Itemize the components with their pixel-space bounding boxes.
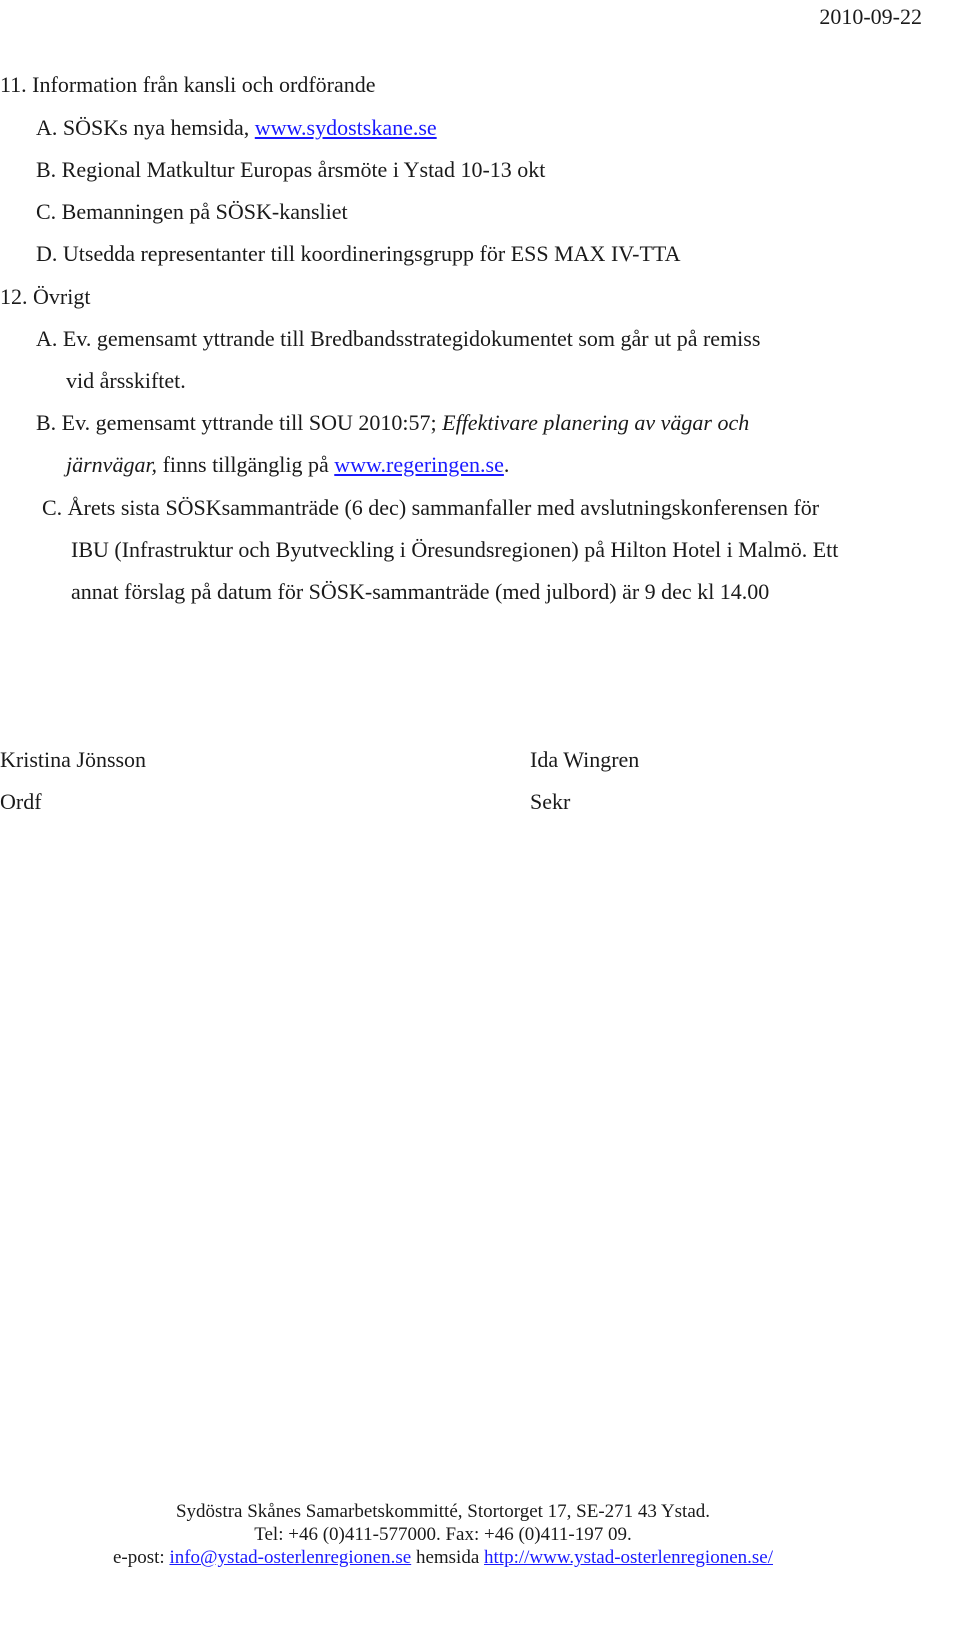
sydostskane-link[interactable]: www.sydostskane.se <box>254 115 437 140</box>
footer-email-link[interactable]: info@ystad-osterlenregionen.se <box>169 1547 412 1568</box>
section-12-item-b-text: B. Ev. gemensamt yttrande till SOU 2010:57; <box>36 410 443 435</box>
section-11-item-a-text: A. SÖSKs nya hemsida, <box>36 115 255 140</box>
footer-contact <box>0 1548 886 1567</box>
section-12-title: 12. Övrigt <box>0 284 91 309</box>
section-11-item-b: B. Regional Matkultur Europas årsmöte i Ystad 10-13 okt <box>36 157 546 182</box>
section-12-item-b-line1 <box>36 412 749 434</box>
section-11-item-d: D. Utsedda representanter till koordineringsgrupp för ESS MAX IV-TTA <box>36 241 681 266</box>
section-11-item-a <box>36 117 437 139</box>
section-12-item-b-title: Effektivare planering av vägar och <box>442 410 750 435</box>
signature-right-role: Sekr <box>530 789 571 814</box>
section-12-item-a-line1: A. Ev. gemensamt yttrande till Bredbandsstrategidokumentet som går ut på remiss <box>36 326 761 351</box>
signature-left-role: Ordf <box>0 789 42 814</box>
footer-address: Sydöstra Skånes Samarbetskommitté, Stortorget 17, SE-271 43 Ystad. <box>175 1501 711 1522</box>
footer-web-label: hemsida <box>411 1547 485 1568</box>
section-12-item-c-line1: C. Årets sista SÖSKsammanträde (6 dec) sammanfaller med avslutningskonferensen för <box>42 495 820 520</box>
footer-web-link[interactable]: http://www.ystad-osterlenregionen.se/ <box>484 1547 773 1568</box>
section-12-item-b-line2 <box>66 454 509 476</box>
document-date: 2010-09-22 <box>819 4 922 29</box>
signature-right-name: Ida Wingren <box>530 747 640 772</box>
section-12-item-c-line3: annat förslag på datum för SÖSK-sammanträde (med julbord) är 9 dec kl 14.00 <box>71 579 770 604</box>
signature-left-name: Kristina Jönsson <box>0 747 147 772</box>
section-11-item-c: C. Bemanningen på SÖSK-kansliet <box>36 199 348 224</box>
regeringen-link[interactable]: www.regeringen.se <box>334 452 504 477</box>
footer-email-label: e-post: <box>112 1547 170 1568</box>
section-12-item-b-avail: finns tillgänglig på <box>157 452 335 477</box>
footer-phone: Tel: +46 (0)411-577000. Fax: +46 (0)411-197 09. <box>254 1524 632 1545</box>
section-12-item-c-line2: IBU (Infrastruktur och Byutveckling i Öresundsregionen) på Hilton Hotel i Malmö. Ett <box>71 537 839 562</box>
section-12-item-b-period: . <box>503 452 510 477</box>
section-12-item-b-title-cont: järnvägar, <box>66 452 158 477</box>
section-11-title: 11. Information från kansli och ordförande <box>0 72 376 97</box>
section-12-item-a-line2: vid årsskiftet. <box>66 368 186 393</box>
